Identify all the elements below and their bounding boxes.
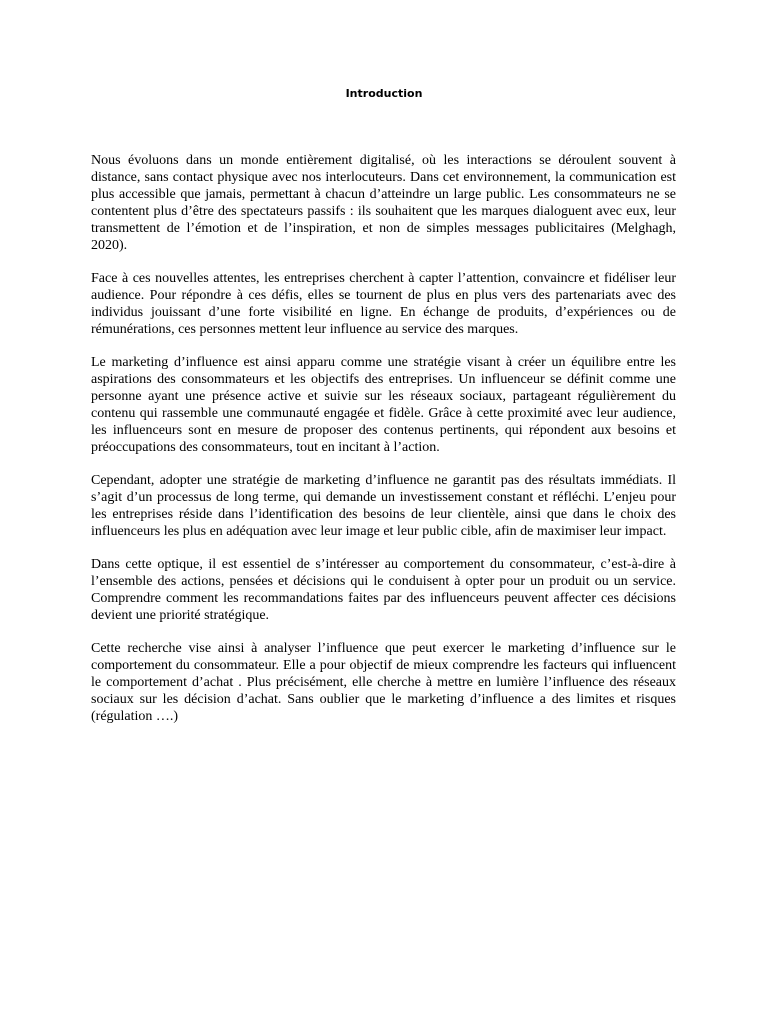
- page-title: Introduction: [345, 87, 423, 100]
- body-text: [91, 152, 676, 741]
- paragraph: Dans cette optique, il est essentiel de s’intéresser au comportement du consommateur, c’est-à-dire à l’ensemble des actions, pensées et décisions qui le conduisent à opter pour un produit ou un service. Comprendre comment les recommandations faites par des influenceurs peuvent affecter ces décisions devient une priorité stratégique.: [91, 557, 676, 623]
- paragraph: Face à ces nouvelles attentes, les entreprises cherchent à capter l’attention, convaincre et fidéliser leur audience. Pour répondre à ces défis, elles se tournent de plus en plus vers des partenariats avec des individus jouissant d’une forte visibilité en ligne. En échange de produits, d’expériences ou de rémunérations, ces personnes mettent leur influence au service des marques.: [91, 271, 676, 337]
- paragraph: Le marketing d’influence est ainsi apparu comme une stratégie visant à créer un équilibre entre les aspirations des consommateurs et les objectifs des entreprises. Un influenceur se définit comme une personne ayant une présence active et suivie sur les réseaux sociaux, partageant régulièrement du contenu qui rassemble une communauté engagée et fidèle. Grâce à cette proximité avec leur audience, les influenceurs sont en mesure de proposer des contenus pertinents, qui répondent aux besoins et préoccupations des consommateurs, tout en incitant à l’action.: [91, 355, 676, 455]
- paragraph: Cependant, adopter une stratégie de marketing d’influence ne garantit pas des résultats immédiats. Il s’agit d’un processus de long terme, qui demande un investissement constant et réfléchi. L’enjeu pour les entreprises réside dans l’identification des besoins de leur clientèle, ainsi que dans le choix des influenceurs les plus en adéquation avec leur image et leur public cible, afin de maximiser leur impact.: [91, 473, 676, 539]
- paragraph: Nous évoluons dans un monde entièrement digitalisé, où les interactions se déroulent souvent à distance, sans contact physique avec nos interlocuteurs. Dans cet environnement, la communication est plus accessible que jamais, permettant à chacun d’atteindre un large public. Les consommateurs ne se contentent plus d’être des spectateurs passifs : ils souhaitent que les marques dialoguent avec eux, leur transmettent de l’émotion et de l’inspiration, et non de simples messages publicitaires (Melghagh, 2020).: [91, 153, 676, 253]
- paragraph: Cette recherche vise ainsi à analyser l’influence que peut exercer le marketing d’influence sur le comportement du consommateur. Elle a pour objectif de mieux comprendre les facteurs qui influencent le comportement d’achat . Plus précisément, elle cherche à mettre en lumière l’influence des réseaux sociaux sur les décision d’achat. Sans oublier que le marketing d’influence a des limites et risques (régulation ….): [91, 641, 676, 724]
